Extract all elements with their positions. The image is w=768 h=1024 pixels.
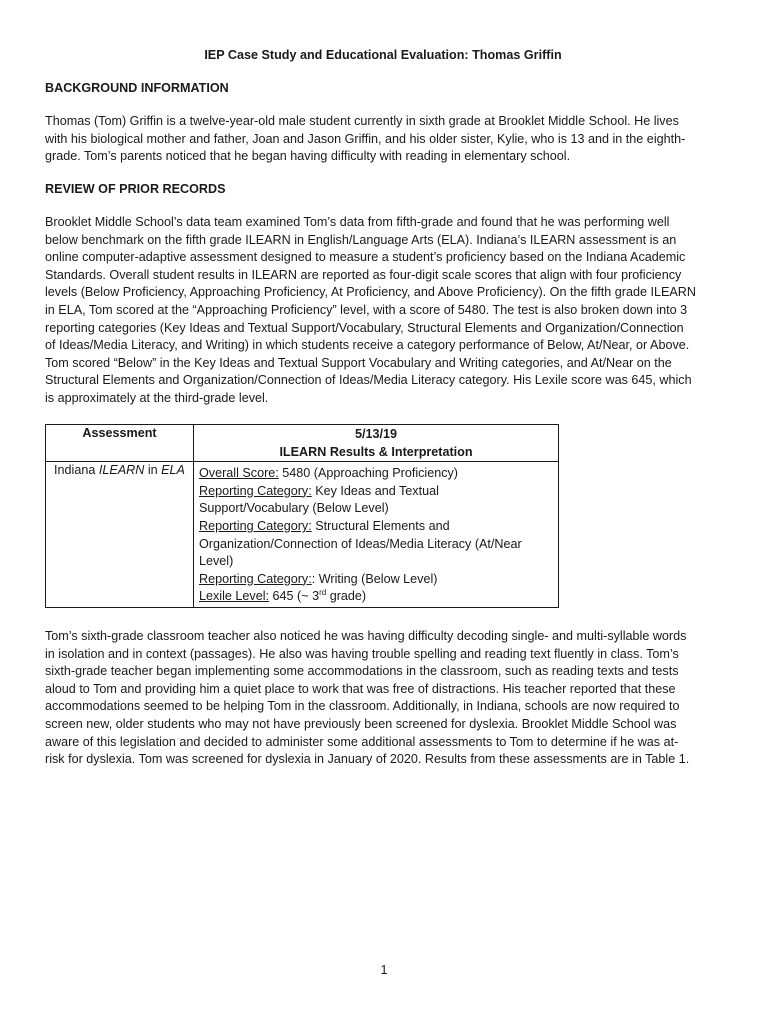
text-line: Brooklet Middle School’s data team examined Tom’s data from fifth-grade and found that he was performing well	[45, 215, 670, 229]
category-label: Reporting Category:	[199, 571, 312, 586]
text-line: is approximately at the third-grade level.	[45, 390, 269, 405]
text-line: Thomas (Tom) Griffin is a twelve-year-old male student currently in sixth grade at Brooklet Middle School. He lives	[45, 114, 679, 128]
prior-records-paragraph	[45, 214, 723, 408]
text-line: Tom scored “Below” in the Key Ideas and Textual Support Vocabulary and Writing categories, and At/Near on the	[45, 355, 672, 370]
category-1-line-2: Support/Vocabulary (Below Level)	[199, 501, 389, 516]
document-title: IEP Case Study and Educational Evaluation: Thomas Griffin	[204, 48, 562, 62]
results-date: 5/13/19	[354, 427, 398, 441]
text-line: sixth-grade teacher began implementing some accommodations in the classroom, such as reading texts and tests	[45, 664, 679, 679]
text-line: Structural Elements and Organization/Connection of Ideas/Media Literacy category. His Lexile score was 645, which	[45, 373, 692, 388]
text-line: in isolation and in context (passages). He also was having trouble spelling and reading text fluently in class. Tom’s	[45, 646, 679, 661]
ilearn-results-table	[45, 424, 559, 608]
assessment-name-cell	[46, 462, 194, 608]
background-paragraph	[45, 113, 723, 166]
overall-score-line	[199, 465, 552, 483]
lexile-grade: grade)	[326, 589, 367, 604]
category-2-line	[199, 518, 552, 536]
text-line: risk for dyslexia. Tom was screened for dyslexia in January of 2020. Results from these assessments are in Table 1.	[45, 752, 690, 767]
category-label: Reporting Category:	[199, 518, 312, 533]
text-line: aware of this legislation and decided to administer some additional assessments to Tom to determine if he was at-	[45, 734, 679, 749]
text-line: below benchmark on the fifth grade ILEARN in English/Language Arts (ELA). Indiana’s ILEARN assessment is an	[45, 232, 677, 247]
text-line: Tom’s sixth-grade classroom teacher also noticed he was having difficulty decoding single- and multi-syllable words	[45, 629, 687, 643]
text-line: grade. Tom’s parents noticed that he began having difficulty with reading in elementary school.	[45, 149, 571, 164]
table-row	[46, 462, 559, 608]
assessment-ela: ELA	[161, 463, 185, 478]
results-title: ILEARN Results & Interpretation	[279, 444, 473, 459]
text-line: reporting categories (Key Ideas and Textual Support/Vocabulary, Structural Elements and Organization/Connection	[45, 320, 684, 335]
category-1-value: Key Ideas and Textual	[311, 483, 439, 498]
prior-records-heading: REVIEW OF PRIOR RECORDS	[45, 182, 226, 196]
assessment-header: Assessment	[46, 425, 194, 462]
table-header-row	[46, 425, 559, 462]
category-2-line-3: Level)	[199, 554, 234, 569]
category-2-value: Structural Elements and	[311, 518, 450, 533]
assessment-ilearn: ILEARN	[98, 463, 145, 478]
text-line: screen new, older students who may not have previously been screened for dyslexia. Brooklet Middle School was	[45, 716, 677, 731]
lexile-ordinal: rd	[319, 588, 327, 598]
lexile-value: 645 (~ 3	[269, 589, 320, 604]
category-1-line	[199, 483, 552, 501]
text-line: online computer-adaptive assessment designed to measure a student’s proficiency based on the Indiana Academic	[45, 250, 686, 265]
lexile-label: Lexile Level:	[199, 589, 270, 604]
teacher-paragraph	[45, 628, 723, 769]
category-2-line-2: Organization/Connection of Ideas/Media Literacy (At/Near	[199, 536, 522, 551]
text-line: in ELA, Tom scored at the “Approaching Proficiency” level, with a score of 5480. The test is also broken down into 3	[45, 302, 688, 317]
overall-score-value: 5480 (Approaching Proficiency)	[278, 466, 459, 481]
page-number: 1	[380, 963, 388, 977]
overall-score-label: Overall Score:	[199, 466, 279, 481]
assessment-prefix: Indiana	[54, 463, 99, 478]
assessment-mid: in	[144, 463, 162, 478]
text-line: with his biological mother and father, Joan and Jason Griffin, and his older sister, Kylie, who is 13 and in the eighth-	[45, 131, 686, 146]
text-line: Standards. Overall student results in ILEARN are reported as four-digit scale scores that align with four proficiency	[45, 267, 682, 282]
category-3-value: : Writing (Below Level)	[311, 571, 438, 586]
results-cell	[194, 462, 559, 608]
text-line: levels (Below Proficiency, Approaching Proficiency, At Proficiency, and Above Proficiency). On the fifth grade ILEARN	[45, 285, 696, 300]
lexile-line	[199, 588, 552, 606]
category-3-line	[199, 571, 552, 589]
text-line: aloud to Tom and providing him a quiet place to work that was free of distractions. His teacher reported that these	[45, 681, 676, 696]
text-line: of Ideas/Media Literacy, and Writing) in which students receive a category performance of Below, At/Near, or Above.	[45, 338, 690, 353]
background-heading: BACKGROUND INFORMATION	[45, 81, 229, 95]
text-line: accommodations seemed to be helping Tom in the classroom. Additionally, in Indiana, schools are now required to	[45, 699, 680, 714]
category-label: Reporting Category:	[199, 483, 312, 498]
results-header	[194, 425, 559, 462]
